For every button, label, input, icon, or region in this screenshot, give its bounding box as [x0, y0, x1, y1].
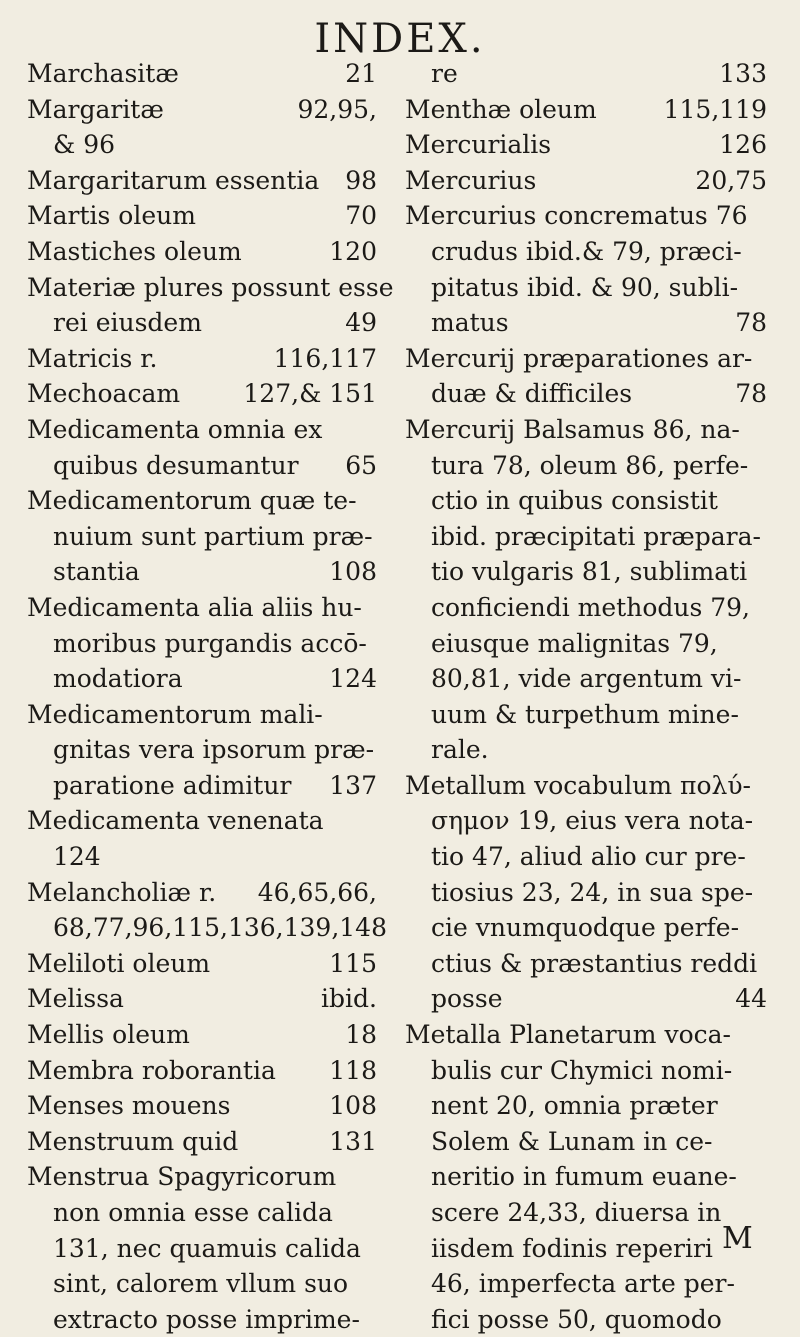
index-entry	[405, 270, 767, 306]
index-entry	[27, 1266, 377, 1302]
index-entry-page: 133	[719, 59, 767, 88]
index-entry	[405, 1124, 767, 1160]
index-entry-page: 116,117	[273, 343, 377, 373]
index-column-left	[27, 56, 394, 1337]
index-entry	[27, 1195, 377, 1231]
index-entry-text: Matricis r.	[27, 343, 158, 373]
index-entry-text: Mercurij Balsamus 86, na-	[405, 414, 740, 444]
index-entry-page: 49	[345, 308, 377, 338]
index-entry-text: Marchasitæ	[27, 59, 179, 88]
index-entry-text: fici posse 50, quomodo	[431, 1304, 722, 1334]
index-entry-text: Medicamenta venenata	[27, 806, 324, 836]
index-entry	[27, 1124, 377, 1160]
index-entry	[27, 448, 377, 484]
index-entry-text: Membra roborantia	[27, 1055, 276, 1085]
index-entry-text: stantia	[53, 557, 140, 587]
index-entry-text: Medicamentorum quæ te-	[27, 486, 357, 516]
index-entry-text: Mercurij præparationes ar-	[405, 343, 753, 373]
index-entry-text: 46, imperfecta arte per-	[431, 1269, 735, 1299]
index-entry-page: 118	[329, 1055, 377, 1085]
index-entry-text: Menstrua Spagyricorum	[27, 1162, 337, 1192]
index-entry	[27, 56, 377, 92]
index-entry-page: 131	[329, 1126, 377, 1156]
index-entry-text: ibid. præcipitati præpara-	[431, 521, 761, 551]
index-entry	[27, 376, 377, 412]
index-entry-text: re	[431, 59, 458, 88]
index-entry	[405, 163, 767, 199]
index-entry-text: 80,81, vide argentum vi-	[431, 664, 742, 694]
index-entry-text: crudus ibid.& 79, præci-	[431, 236, 742, 266]
index-entry-text: moribus purgandis accō-	[53, 628, 367, 658]
index-entry	[405, 910, 767, 946]
index-entry-text: gnitas vera ipsorum præ-	[53, 735, 375, 765]
index-entry-text: Medicamentorum mali-	[27, 699, 323, 729]
index-entry	[405, 1195, 767, 1231]
index-entry-text: Melissa	[27, 984, 124, 1014]
index-entry-text: uum & turpethum mine-	[431, 699, 739, 729]
index-entry-text: iisdem fodinis reperiri	[431, 1233, 713, 1263]
index-entry-page: 124	[329, 664, 377, 694]
index-entry-page: 21	[345, 59, 377, 88]
index-entry-page: 98	[345, 165, 377, 195]
index-entry	[27, 554, 377, 590]
index-entry	[27, 1088, 377, 1124]
index-entry	[27, 127, 377, 163]
index-entry-text: non omnia esse calida	[53, 1198, 333, 1227]
index-entry-page: 127,& 151	[243, 379, 377, 409]
index-entry	[27, 1053, 377, 1089]
index-entry	[27, 626, 377, 662]
index-entry-text: Metallum vocabulum πολύ-	[405, 770, 751, 800]
index-entry	[405, 661, 767, 697]
index-entry-page: 115,119	[663, 94, 767, 124]
index-entry-text: pitatus ibid. & 90, subli-	[431, 272, 739, 302]
index-entry	[27, 483, 377, 519]
index-entry	[405, 412, 767, 448]
index-entry	[405, 483, 767, 519]
index-entry-page: ibid.	[321, 984, 377, 1014]
index-entry	[405, 1302, 767, 1337]
index-entry	[405, 768, 767, 804]
index-entry-text: Menthæ oleum	[405, 94, 597, 124]
index-entry	[405, 341, 767, 377]
index-entry	[405, 1088, 767, 1124]
index-entry-text: & 96	[53, 130, 116, 160]
index-entry	[405, 448, 767, 484]
index-entry	[405, 376, 767, 412]
index-entry-text: Meliloti oleum	[27, 948, 211, 978]
index-entry-text: Mellis oleum	[27, 1020, 190, 1050]
index-entry	[405, 1266, 767, 1302]
index-entry	[405, 92, 767, 128]
index-entry-text: matus	[431, 308, 509, 338]
index-entry	[27, 732, 377, 768]
index-entry	[27, 1159, 377, 1195]
index-entry	[405, 1231, 767, 1267]
index-entry	[27, 590, 377, 626]
index-entry-text: Mercurius concrematus 76	[405, 201, 748, 231]
index-entry	[27, 946, 377, 982]
index-entry-text: eiusque malignitas 79,	[431, 628, 718, 658]
index-entry-text: ctio in quibus consistit	[431, 486, 718, 516]
index-entry	[405, 305, 767, 341]
index-entry	[27, 875, 377, 911]
index-entry	[27, 697, 377, 733]
index-entry	[27, 661, 377, 697]
index-entry-text: Menstruum quid	[27, 1126, 239, 1156]
index-entry	[27, 839, 377, 875]
index-entry-page: 18	[345, 1020, 377, 1050]
index-entry-text: neritio in fumum euane-	[431, 1162, 737, 1192]
index-entry	[27, 1231, 377, 1267]
index-entry-text: Margaritæ	[27, 94, 164, 124]
index-entry-text: Mastiches oleum	[27, 236, 242, 266]
index-entry-text: Mercurialis	[405, 130, 552, 160]
index-entry-text: bulis cur Chymici nomi-	[431, 1055, 733, 1085]
index-entry-text: posse	[431, 984, 503, 1014]
index-entry-page: 108	[329, 1091, 377, 1121]
index-entry-text: nuium sunt partium præ-	[53, 521, 373, 551]
index-entry	[27, 163, 377, 199]
index-entry	[27, 198, 377, 234]
index-entry	[405, 732, 767, 768]
index-entry	[405, 519, 767, 555]
index-entry-text: ctius & præstantius reddi	[431, 948, 758, 978]
signature-mark: M	[722, 1221, 753, 1256]
index-entry-text: cie vnumquodque perfe-	[431, 913, 740, 943]
index-entry	[405, 1053, 767, 1089]
index-entry-text: Solem & Lunam in ce-	[431, 1126, 713, 1156]
index-entry-text: σημον 19, eius vera nota-	[431, 806, 754, 836]
index-entry-text: nent 20, omnia præter	[431, 1091, 718, 1121]
index-entry	[405, 981, 767, 1017]
index-entry	[27, 412, 377, 448]
index-entry-text: rale.	[431, 735, 489, 765]
index-entry-text: paratione adimitur	[53, 770, 292, 800]
index-entry-text: 124	[53, 842, 101, 872]
index-column-right	[405, 56, 767, 1337]
index-entry-text: Margaritarum essentia	[27, 165, 320, 195]
index-entry-page: 108	[329, 557, 377, 587]
index-entry-page: 78	[735, 379, 767, 409]
index-entry	[405, 875, 767, 911]
index-entry	[27, 92, 377, 128]
index-entry-text: tura 78, oleum 86, perfe-	[431, 450, 749, 480]
index-entry-page: 92,95,	[297, 94, 377, 124]
index-entry-text: Metalla Planetarum voca-	[405, 1020, 731, 1050]
index-entry	[27, 270, 394, 306]
index-entry	[27, 910, 387, 946]
index-entry-page: 20,75	[695, 165, 767, 195]
index-entry	[405, 198, 767, 234]
index-entry	[27, 981, 377, 1017]
index-entry-page: 65	[345, 450, 377, 480]
index-entry-text: Melancholiæ r.	[27, 877, 217, 907]
index-entry	[405, 1017, 767, 1053]
index-entry	[405, 626, 767, 662]
index-entry-text: Mechoacam	[27, 379, 181, 409]
index-entry	[405, 697, 767, 733]
index-entry-page: 44	[735, 984, 767, 1014]
index-entry	[27, 341, 377, 377]
index-entry	[27, 1302, 377, 1337]
index-entry	[27, 305, 377, 341]
index-entry-text: scere 24,33, diuersa in	[431, 1198, 722, 1227]
index-entry	[405, 590, 767, 626]
index-entry-text: Martis oleum	[27, 201, 196, 231]
index-entry-page: 46,65,66,	[257, 877, 377, 907]
index-entry-text: sint, calorem vllum suo	[53, 1269, 349, 1299]
index-entry-text: modatiora	[53, 664, 183, 694]
index-entry-text: conficiendi methodus 79,	[431, 592, 751, 622]
index-entry-text: 131, nec quamuis calida	[53, 1233, 361, 1263]
index-entry-text: quibus desumantur	[53, 450, 299, 480]
index-entry-text: Menses mouens	[27, 1091, 231, 1121]
index-entry-page: 120	[329, 236, 377, 266]
index-entry	[405, 554, 767, 590]
index-entry	[27, 803, 377, 839]
page-title: INDEX.	[314, 16, 486, 62]
index-entry	[405, 803, 767, 839]
index-entry-text: extracto posse imprime-	[53, 1304, 360, 1334]
index-entry-page: 115	[329, 948, 377, 978]
index-entry	[27, 1017, 377, 1053]
index-entry-text: tio 47, aliud alio cur pre-	[431, 842, 746, 872]
index-entry	[405, 1159, 767, 1195]
index-entry-text: Mercurius	[405, 165, 537, 195]
index-entry-text: tio vulgaris 81, sublimati	[431, 557, 748, 587]
index-entry-page: 126	[719, 130, 767, 160]
index-entry	[27, 519, 377, 555]
index-entry-text: rei eiusdem	[53, 308, 202, 338]
index-entry-text: Materiæ plures possunt esse	[27, 272, 394, 302]
index-entry-text: Medicamenta omnia ex	[27, 414, 323, 444]
index-entry-page: 137	[329, 770, 377, 800]
index-entry	[27, 234, 377, 270]
index-entry-page: 70	[345, 201, 377, 231]
index-entry	[27, 768, 377, 804]
index-entry	[405, 839, 767, 875]
index-entry-text: Medicamenta alia aliis hu-	[27, 592, 362, 622]
index-entry	[405, 234, 767, 270]
index-entry	[405, 56, 767, 92]
index-entry-text: 68,77,96,115,136,139,148	[53, 913, 387, 943]
index-entry-text: duæ & difficiles	[431, 379, 633, 409]
index-entry-text: tiosius 23, 24, in sua spe-	[431, 877, 754, 907]
index-entry	[405, 127, 767, 163]
index-entry	[405, 946, 767, 982]
index-entry-page: 78	[735, 308, 767, 338]
